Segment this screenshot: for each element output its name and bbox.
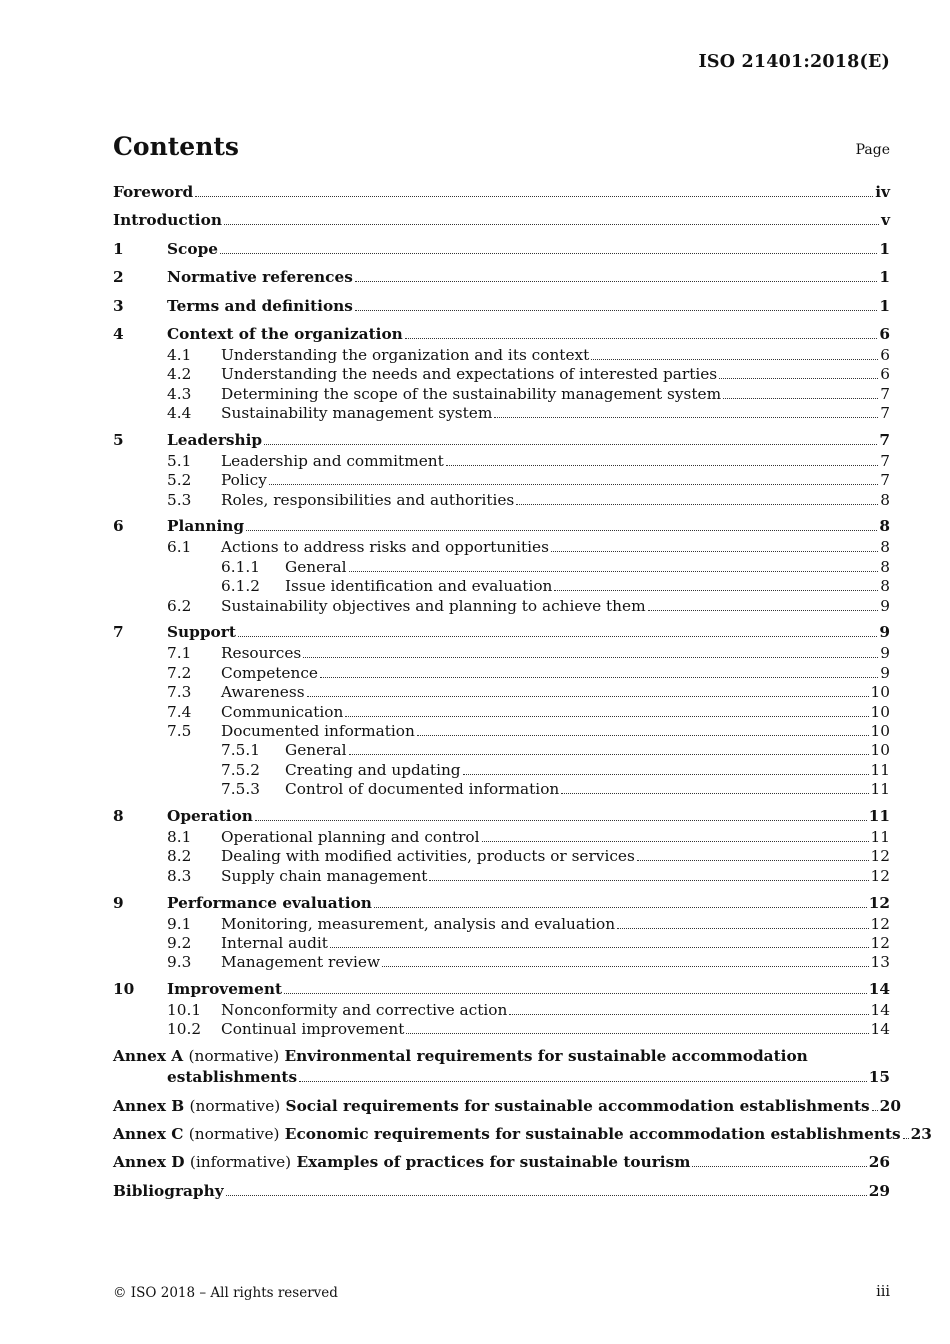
toc-entry-title: General xyxy=(285,741,347,760)
toc-entry-title: Awareness xyxy=(221,683,305,702)
dot-leader xyxy=(692,1166,866,1167)
annex-type: (normative) xyxy=(188,1047,280,1066)
dot-leader xyxy=(723,398,878,399)
toc-entry-number: 4.3 xyxy=(167,384,192,403)
toc-entry-page: 12 xyxy=(870,847,890,866)
annex-label: Annex A xyxy=(113,1047,184,1066)
toc-entry-number: 5.2 xyxy=(167,471,192,490)
toc-entry[interactable] xyxy=(113,325,890,346)
toc-entry-number: 6 xyxy=(113,517,124,536)
toc-entry[interactable] xyxy=(113,953,890,972)
toc-entry-number: 1 xyxy=(113,239,124,258)
toc-entry-number: 7.1 xyxy=(167,644,192,663)
annex-page: 20 xyxy=(879,1096,901,1115)
toc-entry-page: 11 xyxy=(870,780,890,799)
toc-entry-number: 5 xyxy=(113,430,124,449)
toc-entry-page: 8 xyxy=(880,557,890,576)
toc-entry-page: 7 xyxy=(880,471,890,490)
toc-entry-page: 7 xyxy=(880,384,890,403)
toc-entry-page: 11 xyxy=(870,760,890,779)
dot-leader xyxy=(405,338,878,339)
dot-leader xyxy=(355,281,878,282)
dot-leader xyxy=(591,359,878,360)
toc-entry-page: 7 xyxy=(879,430,890,449)
page-column-label: Page xyxy=(855,142,890,158)
dot-leader xyxy=(220,253,877,254)
dot-leader xyxy=(554,590,878,591)
annex-title: Social requirements for sustainable accommodation establishments xyxy=(285,1096,870,1115)
page-title: Contents xyxy=(113,132,240,161)
annex-entry[interactable] xyxy=(113,1096,901,1118)
bibliography-title: Bibliography xyxy=(113,1181,224,1200)
toc-entry-title: Communication xyxy=(221,702,344,721)
toc-entry-page: 1 xyxy=(879,296,890,315)
toc-entry-title: Internal audit xyxy=(221,933,328,952)
dot-leader xyxy=(429,880,868,881)
toc-entry[interactable] xyxy=(113,183,890,204)
toc-entry[interactable] xyxy=(113,722,890,741)
toc-entry-page: 8 xyxy=(879,517,890,536)
toc-entry-title: Performance evaluation xyxy=(167,893,372,912)
toc-entry-page: 9 xyxy=(880,644,890,663)
toc-entry-title: Sustainability objectives and planning to achieve them xyxy=(221,596,646,615)
dot-leader xyxy=(284,993,867,994)
toc-entry-number: 7.4 xyxy=(167,702,192,721)
toc-entry-number: 10 xyxy=(113,980,135,999)
dot-leader xyxy=(509,1014,868,1015)
toc-entry-title: Monitoring, measurement, analysis and evaluation xyxy=(221,914,616,933)
annex-entry[interactable] xyxy=(113,1047,890,1068)
toc-entry-number: 9.1 xyxy=(167,914,192,933)
dot-leader xyxy=(446,465,879,466)
dot-leader xyxy=(299,1081,867,1082)
dot-leader xyxy=(303,657,878,658)
annex-page: 15 xyxy=(868,1068,890,1087)
toc-entry-title: Scope xyxy=(167,239,218,258)
toc-entry-number: 8.3 xyxy=(167,866,192,885)
toc-entry[interactable] xyxy=(113,623,890,644)
toc-entry-page: 10 xyxy=(870,721,890,740)
toc-entry-number: 9 xyxy=(113,893,124,912)
toc-entry-page: 8 xyxy=(880,577,890,596)
dot-leader xyxy=(494,417,878,418)
dot-leader xyxy=(345,716,868,717)
toc-entry-title: Introduction xyxy=(113,211,222,230)
toc-entry-number: 6.1.1 xyxy=(221,557,260,576)
footer-page-number: iii xyxy=(876,1284,890,1300)
toc-entry[interactable] xyxy=(113,365,890,384)
toc-entry-number: 6.1.2 xyxy=(221,577,260,596)
toc-entry-page: 10 xyxy=(870,741,890,760)
toc-entry-title: General xyxy=(285,557,347,576)
dot-leader xyxy=(903,1138,909,1139)
dot-leader xyxy=(320,677,878,678)
toc-entry-page: 7 xyxy=(880,451,890,470)
toc-entry[interactable] xyxy=(113,847,890,866)
toc-entry-title: Leadership xyxy=(167,430,263,449)
toc-entry-title: Resources xyxy=(221,644,302,663)
toc-entry-title: Operation xyxy=(167,806,253,825)
dot-leader xyxy=(195,196,873,197)
toc-entry-number: 9.2 xyxy=(167,933,192,952)
toc-entry[interactable] xyxy=(113,211,890,232)
annex-title: Economic requirements for sustainable accommodation establishments xyxy=(284,1125,901,1144)
toc-entry[interactable] xyxy=(113,240,890,261)
toc-entry-title: Context of the organization xyxy=(167,324,403,343)
toc-entry[interactable] xyxy=(113,780,890,799)
annex-title: Examples of practices for sustainable tourism xyxy=(296,1153,691,1172)
toc-entry[interactable] xyxy=(113,517,890,538)
toc-entry[interactable] xyxy=(113,597,890,616)
dot-leader xyxy=(406,1033,868,1034)
toc-entry[interactable] xyxy=(113,867,890,886)
dot-leader xyxy=(349,754,869,755)
toc-entry-page: 9 xyxy=(879,623,890,642)
toc-entry-title: Policy xyxy=(221,471,267,490)
toc-entry-title: Sustainability management system xyxy=(221,404,493,423)
toc-entry-title: Issue identification and evaluation xyxy=(285,577,553,596)
annex-type: (normative) xyxy=(189,1096,281,1115)
toc-entry[interactable] xyxy=(113,934,890,953)
toc-entry[interactable] xyxy=(113,558,890,577)
toc-entry-page: 6 xyxy=(880,365,890,384)
toc-entry-title: Documented information xyxy=(221,721,415,740)
dot-leader xyxy=(482,841,869,842)
toc-entry-title: Foreword xyxy=(113,183,194,201)
toc-entry-title: Competence xyxy=(221,663,318,682)
toc-entry[interactable] xyxy=(113,761,890,780)
toc-entry-title: Leadership and commitment xyxy=(221,451,444,470)
dot-leader xyxy=(349,571,879,572)
toc-entry[interactable] xyxy=(113,1001,890,1020)
footer-copyright: © ISO 2018 – All rights reserved xyxy=(113,1285,338,1301)
dot-leader xyxy=(719,378,878,379)
dot-leader xyxy=(355,310,877,311)
toc-entry-title: Roles, responsibilities and authorities xyxy=(221,490,515,509)
toc-entry-page: 9 xyxy=(880,663,890,682)
dot-leader xyxy=(269,484,878,485)
toc-entry[interactable] xyxy=(113,346,890,365)
toc-entry-title: Nonconformity and corrective action xyxy=(221,1001,508,1020)
toc-entry-number: 10.1 xyxy=(167,1001,202,1020)
dot-leader xyxy=(307,696,869,697)
toc-entry-number: 2 xyxy=(113,268,124,287)
toc-entry[interactable] xyxy=(113,404,890,423)
toc-entry-number: 7 xyxy=(113,623,124,642)
dot-leader xyxy=(374,907,867,908)
dot-leader xyxy=(382,966,868,967)
toc-entry-page: 8 xyxy=(880,538,890,557)
annex-label: Annex B xyxy=(113,1096,185,1115)
toc-entry-page: 6 xyxy=(880,345,890,364)
dot-leader xyxy=(417,735,869,736)
toc-entry[interactable] xyxy=(113,491,890,510)
toc-entry-number: 8.2 xyxy=(167,847,192,866)
toc-entry-number: 5.1 xyxy=(167,451,192,470)
toc-entry-number: 7.2 xyxy=(167,663,192,682)
toc-entry-number: 8.1 xyxy=(167,827,192,846)
toc-entry-title: Actions to address risks and opportunities xyxy=(221,538,549,557)
toc-entry-title: Understanding the needs and expectations of interested parties xyxy=(221,365,718,384)
toc-entry-number: 4.2 xyxy=(167,365,192,384)
toc-entry-title: Continual improvement xyxy=(221,1020,405,1039)
toc-entry-title: Support xyxy=(167,623,236,642)
toc-entry-number: 7.5.2 xyxy=(221,760,260,779)
toc-entry-number: 7.5.3 xyxy=(221,780,260,799)
toc-entry[interactable] xyxy=(113,538,890,557)
toc-entry-page: 13 xyxy=(870,953,890,972)
bibliography-entry[interactable] xyxy=(113,1182,890,1203)
dot-leader xyxy=(330,947,869,948)
annex-type: (informative) xyxy=(189,1153,292,1172)
toc-entry-page: 10 xyxy=(870,683,890,702)
dot-leader xyxy=(264,444,877,445)
toc-entry-page: 11 xyxy=(870,827,890,846)
dot-leader xyxy=(561,793,868,794)
toc-entry[interactable] xyxy=(113,1020,890,1039)
dot-leader xyxy=(463,774,869,775)
toc-entry-page: 14 xyxy=(870,1020,890,1039)
toc-entry[interactable] xyxy=(113,980,890,1001)
toc-entry-number: 4.4 xyxy=(167,404,192,423)
dot-leader xyxy=(246,530,877,531)
toc-entry[interactable] xyxy=(113,664,890,683)
toc-entry-number: 10.2 xyxy=(167,1020,202,1039)
toc-entry-page: 12 xyxy=(870,914,890,933)
toc-entry-number: 3 xyxy=(113,296,124,315)
toc-entry-number: 4.1 xyxy=(167,345,192,364)
annex-entry[interactable] xyxy=(113,1125,932,1146)
toc-entry[interactable] xyxy=(113,268,890,289)
toc-entry-title: Creating and updating xyxy=(285,760,461,779)
toc-entry[interactable] xyxy=(113,471,890,490)
toc-entry-page: 1 xyxy=(879,268,890,287)
annex-label: Annex C xyxy=(113,1125,184,1144)
dot-leader xyxy=(238,636,877,637)
annex-page: 26 xyxy=(868,1153,890,1172)
toc-entry[interactable] xyxy=(113,577,890,596)
toc-entry-title: Planning xyxy=(167,517,245,536)
toc-entry[interactable] xyxy=(113,431,890,452)
toc-entry-number: 6.2 xyxy=(167,596,192,615)
toc-entry[interactable] xyxy=(113,915,890,934)
toc-entry-page: 12 xyxy=(870,933,890,952)
toc-entry-page: 1 xyxy=(879,239,890,258)
document-id: ISO 21401:2018(E) xyxy=(698,52,890,72)
toc-entry[interactable] xyxy=(113,385,890,404)
toc-entry-title: Supply chain management xyxy=(221,866,428,885)
toc-entry-page: 6 xyxy=(879,324,890,343)
annex-type: (normative) xyxy=(188,1125,280,1144)
toc-entry-number: 7.3 xyxy=(167,683,192,702)
toc-entry-title: Understanding the organization and its context xyxy=(221,345,590,364)
dot-leader xyxy=(872,1110,878,1111)
toc-entry-number: 5.3 xyxy=(167,490,192,509)
toc-entry[interactable] xyxy=(113,703,890,722)
toc-entry-number: 7.5.1 xyxy=(221,741,260,760)
toc-entry[interactable] xyxy=(113,894,890,915)
toc-entry-title: Operational planning and control xyxy=(221,827,480,846)
toc-entry[interactable] xyxy=(113,807,890,828)
annex-title-continued: establishments xyxy=(167,1068,298,1087)
toc-entry[interactable] xyxy=(113,683,890,702)
dot-leader xyxy=(224,224,879,225)
toc-entry[interactable] xyxy=(113,741,890,760)
toc-entry-page: iv xyxy=(875,183,890,201)
toc-entry-title: Improvement xyxy=(167,980,283,999)
toc-entry-page: 12 xyxy=(868,893,890,912)
toc-entry[interactable] xyxy=(113,828,890,847)
annex-page: 23 xyxy=(910,1125,932,1144)
dot-leader xyxy=(255,820,867,821)
toc-entry-title: Normative references xyxy=(167,268,353,287)
toc-entry-page: 8 xyxy=(880,490,890,509)
toc-entry-title: Management review xyxy=(221,953,381,972)
toc-entry-page: 7 xyxy=(880,404,890,423)
toc-entry-page: v xyxy=(881,211,890,230)
toc-entry-page: 12 xyxy=(870,866,890,885)
dot-leader xyxy=(648,610,879,611)
toc-entry-title: Determining the scope of the sustainability management system xyxy=(221,384,722,403)
annex-entry[interactable] xyxy=(113,1153,890,1174)
dot-leader xyxy=(226,1195,867,1196)
table-of-contents xyxy=(113,183,932,1203)
dot-leader xyxy=(637,860,869,861)
toc-entry-number: 9.3 xyxy=(167,953,192,972)
annex-title: Environmental requirements for sustainable accommodation xyxy=(284,1047,808,1066)
toc-entry-page: 11 xyxy=(868,806,890,825)
toc-entry-page: 10 xyxy=(870,702,890,721)
toc-entry[interactable] xyxy=(113,297,890,318)
toc-entry[interactable] xyxy=(113,644,890,663)
annex-label: Annex D xyxy=(113,1153,185,1172)
dot-leader xyxy=(551,551,878,552)
toc-entry-page: 14 xyxy=(870,1001,890,1020)
dot-leader xyxy=(516,504,878,505)
toc-entry-title: Control of documented information xyxy=(285,780,560,799)
toc-entry-page: 14 xyxy=(868,980,890,999)
dot-leader xyxy=(617,928,868,929)
toc-entry-number: 6.1 xyxy=(167,538,192,557)
annex-entry-continuation[interactable] xyxy=(113,1068,890,1089)
toc-entry-title: Dealing with modified activities, products or services xyxy=(221,847,635,866)
toc-entry-number: 4 xyxy=(113,324,124,343)
toc-entry-title: Terms and definitions xyxy=(167,296,353,315)
toc-entry-number: 7.5 xyxy=(167,721,192,740)
toc-entry[interactable] xyxy=(113,452,890,471)
bibliography-page: 29 xyxy=(868,1181,890,1200)
toc-entry-number: 8 xyxy=(113,806,124,825)
toc-entry-page: 9 xyxy=(880,596,890,615)
